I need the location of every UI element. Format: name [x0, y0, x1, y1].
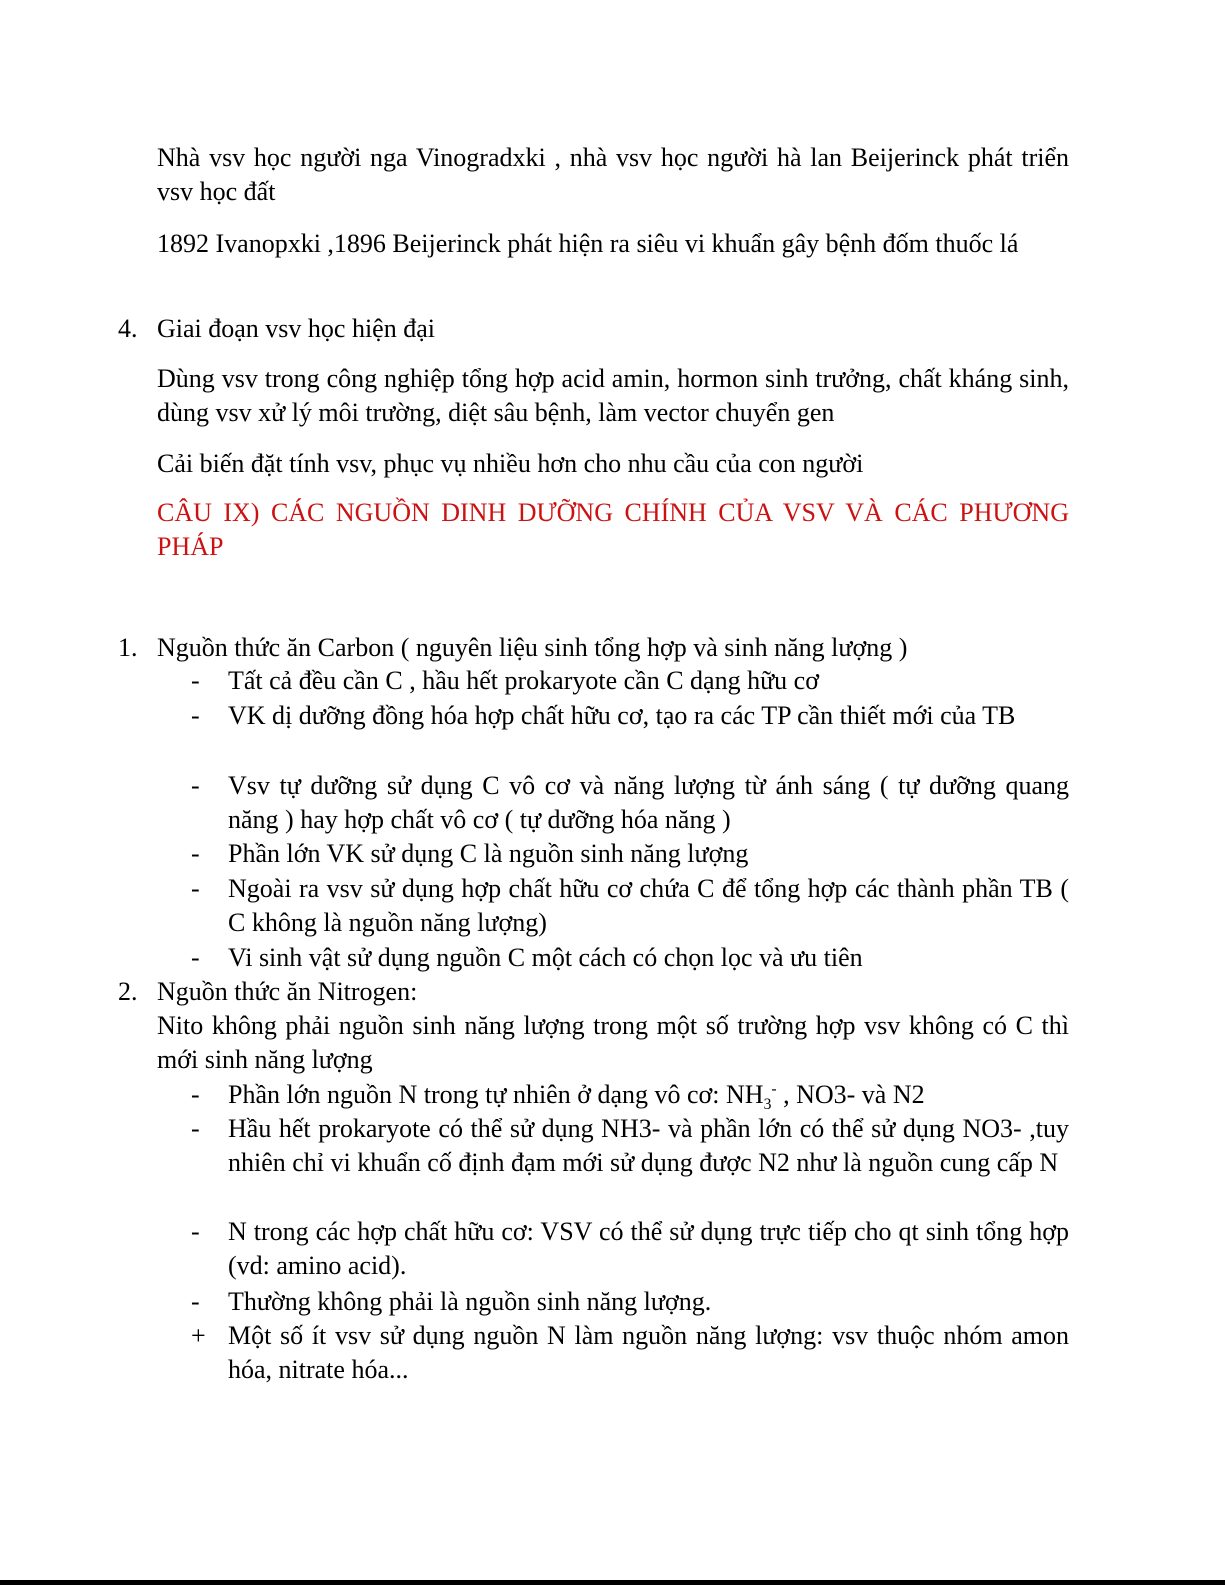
list-item: Tất cả đều cần C , hầu hết prokaryote cần C dạng hữu cơ: [228, 666, 819, 695]
bullet-marker: -: [191, 1287, 200, 1316]
paragraph-strain-improvement: Cải biến đặt tính vsv, phục vụ nhiều hơn cho nhu cầu của con người: [157, 449, 864, 478]
bullet-marker: -: [191, 943, 200, 972]
list-item: Hầu hết prokaryote có thể sử dụng NH3- và phần lớn có thể sử dụng NO3- ,tuy nhiên chỉ vi khuẩn cố định đạm mới sử dụng được N2 như là nguồn cung cấp N: [228, 1114, 1069, 1177]
paragraph-modern-applications: Dùng vsv trong công nghiệp tổng hợp acid amin, hormon sinh trưởng, chất kháng sinh, dùng vsv xử lý môi trường, diệt sâu bệnh, làm vector chuyển gen: [157, 364, 1069, 427]
list-item: Thường không phải là nguồn sinh năng lượng.: [228, 1287, 712, 1316]
section-1-number: 1.: [118, 633, 138, 662]
list-item: N trong các hợp chất hữu cơ: VSV có thể sử dụng trực tiếp cho qt sinh tổng hợp (vd: amino acid).: [228, 1217, 1069, 1280]
list-item: Phần lớn VK sử dụng C là nguồn sinh năng lượng: [228, 839, 749, 868]
list-item: Một số ít vsv sử dụng nguồn N làm nguồn năng lượng: vsv thuộc nhóm amon hóa, nitrate hóa...: [228, 1321, 1069, 1384]
list-item: Vsv tự dưỡng sử dụng C vô cơ và năng lượng từ ánh sáng ( tự dưỡng quang năng ) hay hợp chất vô cơ ( tự dưỡng hóa năng ): [228, 771, 1069, 834]
superscript: -: [771, 1080, 777, 1098]
bullet-marker: -: [191, 839, 200, 868]
section-2-intro: Nito không phải nguồn sinh năng lượng trong một số trường hợp vsv không có C thì mới sinh năng lượng: [157, 1011, 1069, 1074]
section-heading-nutrition: CÂU IX) CÁC NGUỒN DINH DƯỠNG CHÍNH CỦA VSV VÀ CÁC PHƯƠNG PHÁP: [157, 498, 1069, 561]
section-1-title: Nguồn thức ăn Carbon ( nguyên liệu sinh tổng hợp và sinh năng lượng ): [157, 633, 908, 662]
bullet-marker: -: [191, 874, 200, 903]
bullet-marker: -: [191, 1217, 200, 1246]
section-2-title: Nguồn thức ăn Nitrogen:: [157, 977, 418, 1006]
section-2-number: 2.: [118, 977, 138, 1006]
list-item: Vi sinh vật sử dụng nguồn C một cách có chọn lọc và ưu tiên: [228, 943, 863, 972]
bullet-marker: -: [191, 701, 200, 730]
page-bottom-border: [0, 1580, 1225, 1585]
bullet-marker: +: [191, 1321, 206, 1350]
section-4-title: Giai đoạn vsv học hiện đại: [157, 314, 435, 343]
paragraph-history-soil-microbiology: Nhà vsv học người nga Vinogradxki , nhà vsv học người hà lan Beijerinck phát triển vsv học đất: [157, 143, 1069, 206]
list-item: [228, 1078, 1069, 1112]
section-4-number: 4.: [118, 314, 138, 343]
list-item-text: Phần lớn nguồn N trong tự nhiên ở dạng vô cơ: NH: [228, 1080, 764, 1109]
paragraph-virus-discovery: 1892 Ivanopxki ,1896 Beijerinck phát hiện ra siêu vi khuẩn gây bệnh đốm thuốc lá: [157, 229, 1019, 258]
subscript: 3: [763, 1096, 772, 1114]
list-item: Ngoài ra vsv sử dụng hợp chất hữu cơ chứa C để tổng hợp các thành phần TB ( C không là nguồn năng lượng): [228, 874, 1069, 937]
bullet-marker: -: [191, 666, 200, 695]
bullet-marker: -: [191, 771, 200, 800]
bullet-marker: -: [191, 1114, 200, 1143]
bullet-marker: -: [191, 1080, 200, 1109]
list-item-text: , NO3- và N2: [776, 1080, 925, 1109]
list-item: VK dị dưỡng đồng hóa hợp chất hữu cơ, tạo ra các TP cần thiết mới của TB: [228, 701, 1016, 730]
